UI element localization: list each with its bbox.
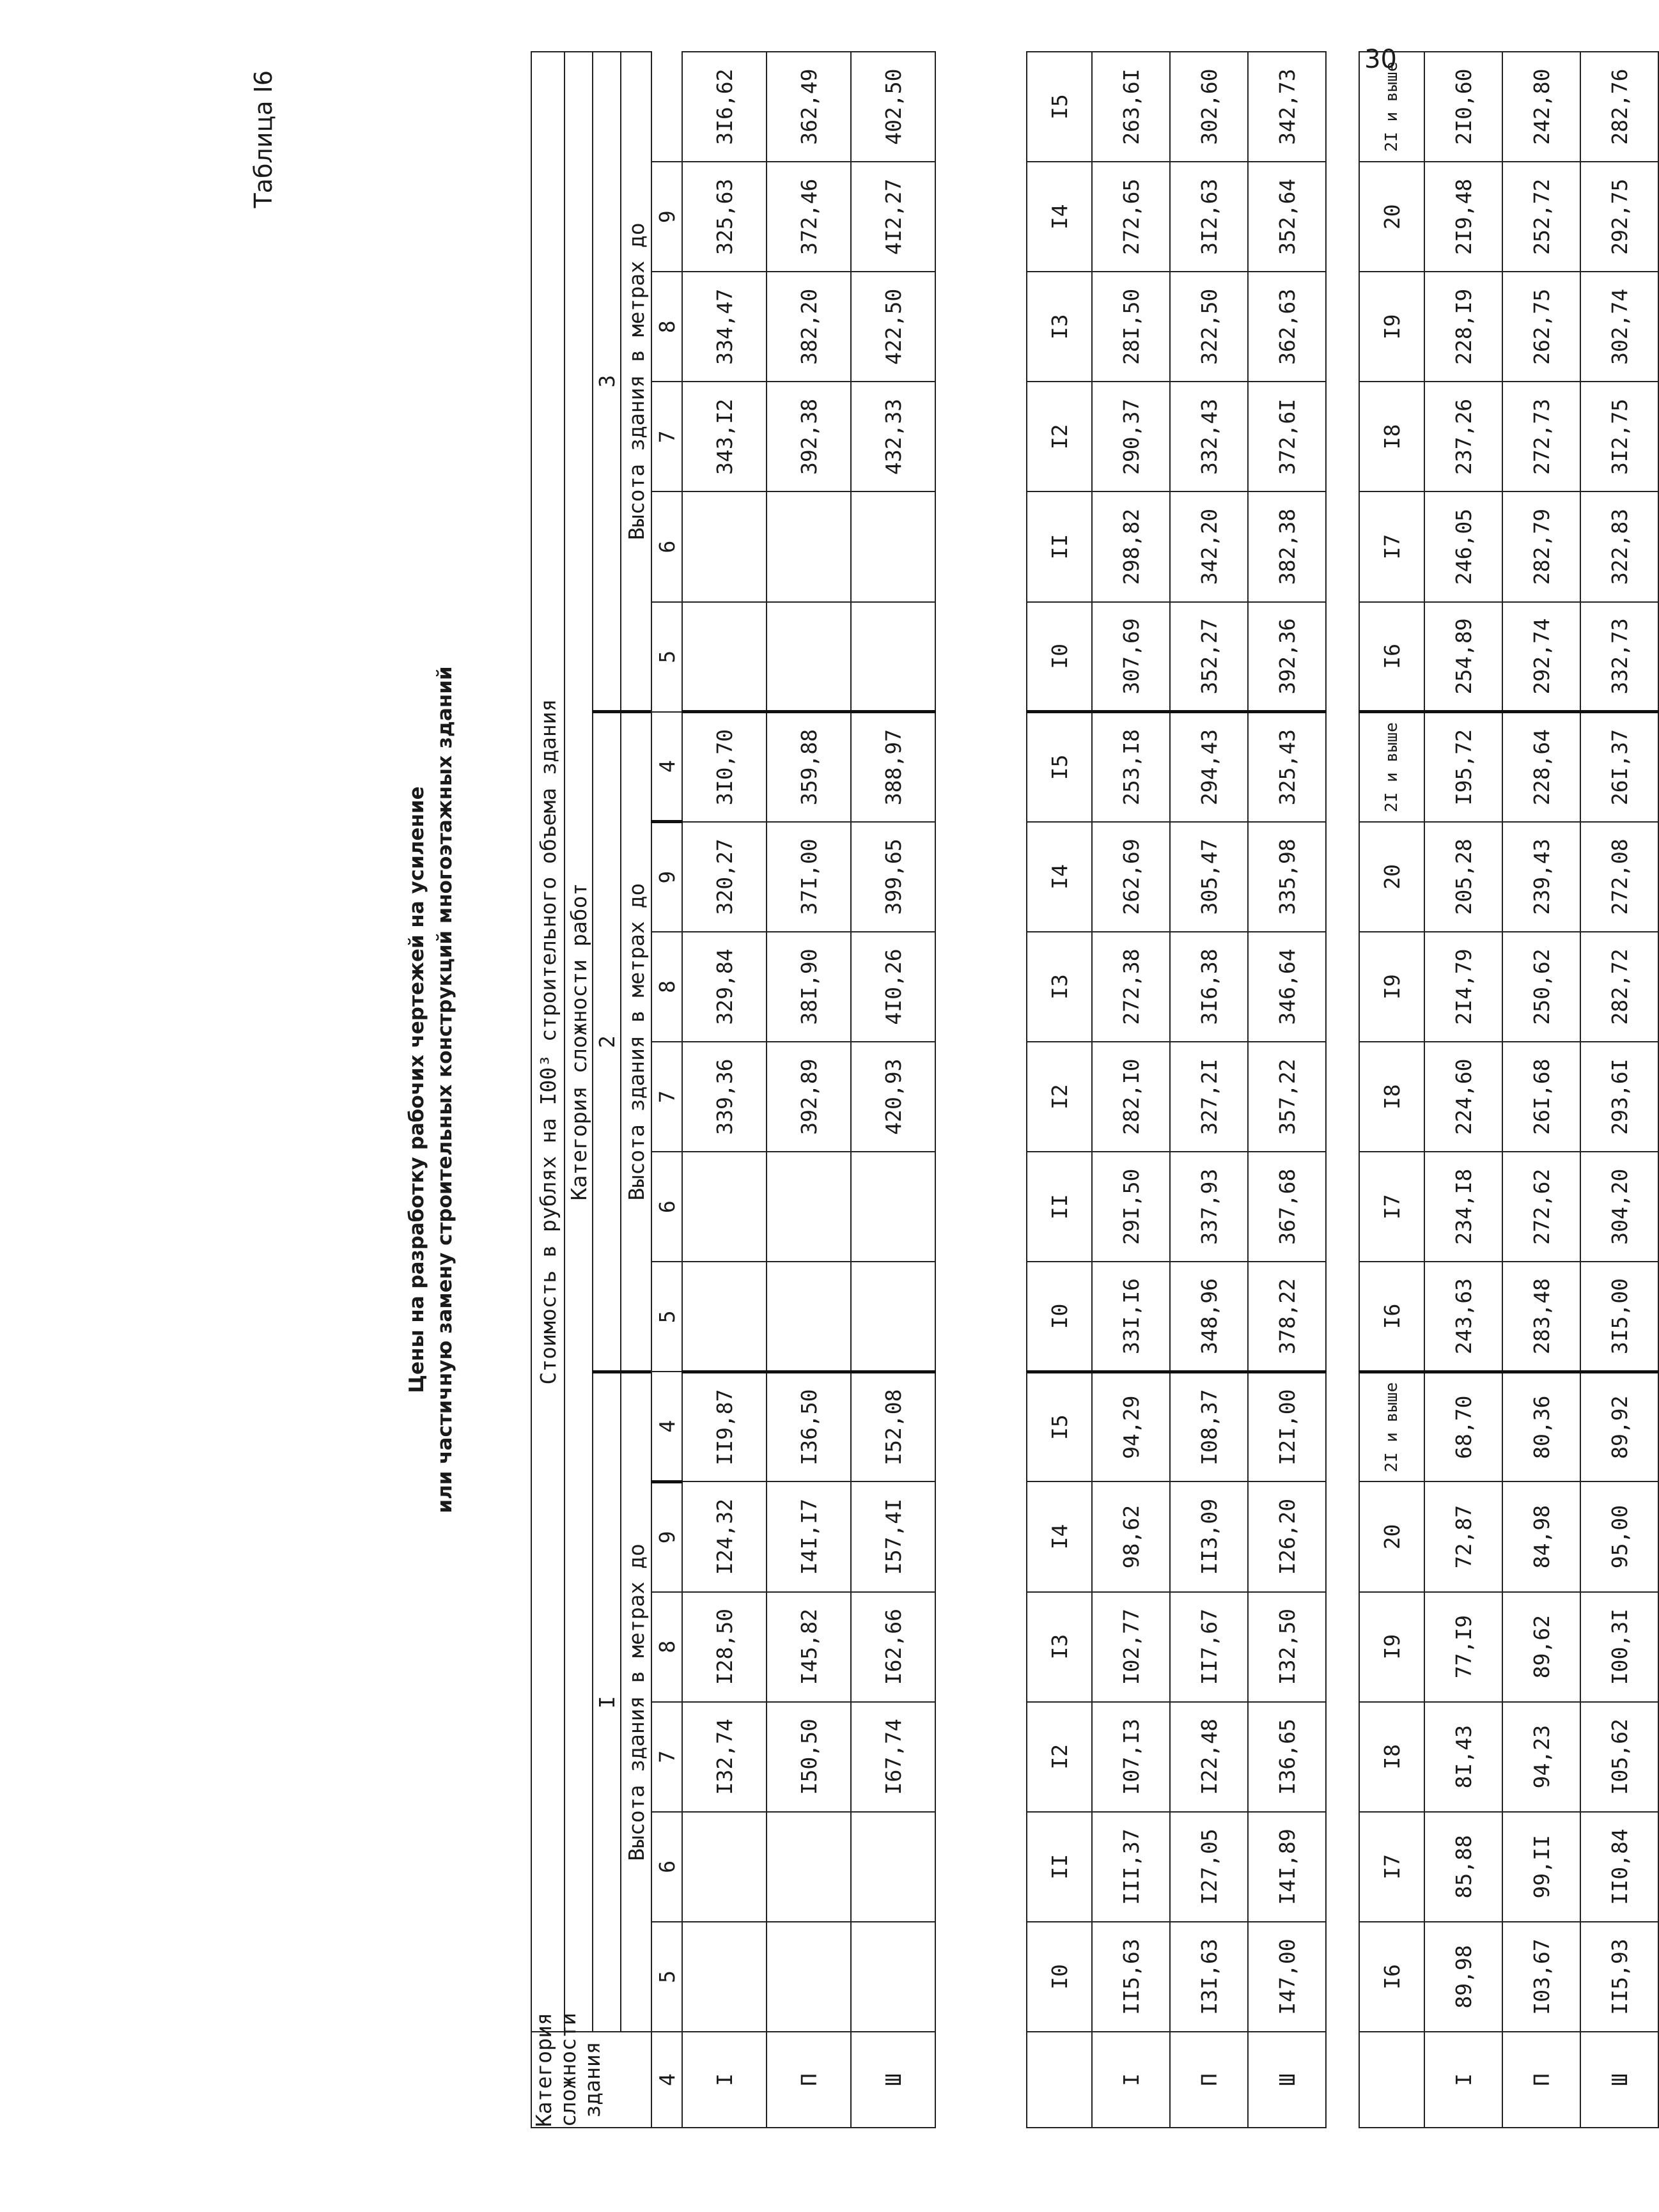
height-label: Высота здания в метрах до (621, 1372, 651, 2032)
height-column-header: 6 (651, 1812, 682, 1922)
table-cell: 294,43 (1170, 712, 1248, 822)
table-cell: 94,29 (1092, 1372, 1170, 1481)
table-cell: I47,00 (1248, 1922, 1326, 2032)
table-cell: 335,98 (1248, 822, 1326, 932)
table-cell (851, 1922, 935, 2032)
table-cell (682, 1152, 767, 1262)
table-cell: 77,I9 (1424, 1592, 1502, 1702)
table-cell: 325,63 (682, 162, 767, 272)
table-cell: I22,48 (1170, 1702, 1248, 1812)
table-cell: II9,87 (682, 1372, 767, 1481)
height-column-header: I9 (1359, 272, 1424, 382)
row-category-label: Ш (1580, 2032, 1658, 2128)
table-cell: 322,83 (1580, 491, 1658, 601)
table-cell: 362,49 (767, 52, 851, 162)
row-category-label: I (1092, 2032, 1170, 2128)
table-cell: 38I,90 (767, 932, 851, 1042)
strip-table-2 (1359, 51, 1659, 2128)
table-cell: I05,62 (1580, 1702, 1658, 1812)
table-cell: 263,6I (1092, 52, 1170, 162)
height-column-header: I5 (1027, 712, 1092, 822)
table-cell: I50,50 (767, 1702, 851, 1812)
table-cell: 84,98 (1502, 1481, 1580, 1591)
table-cell: 420,93 (851, 1042, 935, 1152)
height-column-header: I3 (1027, 932, 1092, 1042)
table-cell: 304,20 (1580, 1152, 1658, 1262)
table-cell: 282,72 (1580, 932, 1658, 1042)
table-row (851, 52, 935, 2128)
height-column-header: II (1027, 491, 1092, 601)
table-cell: II5,63 (1092, 1922, 1170, 2032)
table-cell: I00,3I (1580, 1592, 1658, 1702)
height-column-header: I0 (1027, 602, 1092, 712)
group-2-header: 2 (593, 712, 621, 1372)
row-category-label: I (1424, 2032, 1502, 2128)
table-cell: 98,62 (1092, 1481, 1170, 1591)
height-column-header: I9 (1359, 1592, 1424, 1702)
height-column-header: I4 (1027, 1481, 1092, 1591)
table-cell: 2I9,48 (1424, 162, 1502, 272)
table-cell: 94,23 (1502, 1702, 1580, 1812)
height-column-header: I3 (1027, 272, 1092, 382)
table-cell: II0,84 (1580, 1812, 1658, 1922)
table-cell (851, 1262, 935, 1372)
height-column-header: 6 (651, 491, 682, 601)
table-row (1248, 52, 1326, 2128)
table-cell: 89,98 (1424, 1922, 1502, 2032)
table-cell: 3I6,62 (682, 52, 767, 162)
table-cell: 282,79 (1502, 491, 1580, 601)
table-cell: 305,47 (1170, 822, 1248, 932)
table-cell: 292,75 (1580, 162, 1658, 272)
table-cell: 339,36 (682, 1042, 767, 1152)
table-cell: 325,43 (1248, 712, 1326, 822)
table-cell: 26I,37 (1580, 712, 1658, 822)
height-column-header: 5 (651, 1922, 682, 2032)
table-cell (767, 1262, 851, 1372)
table-cell: 322,50 (1170, 272, 1248, 382)
table-cell: 252,72 (1502, 162, 1580, 272)
table-row (682, 52, 767, 2128)
table-cell (767, 1152, 851, 1262)
height-column-header: I9 (1359, 932, 1424, 1042)
table-row (1092, 52, 1170, 2128)
table-cell: 320,27 (682, 822, 767, 932)
table-cell: 205,28 (1424, 822, 1502, 932)
table-cell: 89,62 (1502, 1592, 1580, 1702)
work-category-label: Категория сложности работ (565, 52, 593, 2032)
table-cell: I62,66 (851, 1592, 935, 1702)
height-column-header: I8 (1359, 382, 1424, 491)
height-column-header: I2 (1027, 1042, 1092, 1152)
table-cell: 243,63 (1424, 1262, 1502, 1372)
table-cell: 262,75 (1502, 272, 1580, 382)
table-cell: I36,50 (767, 1372, 851, 1481)
table-cell: 2I4,79 (1424, 932, 1502, 1042)
table-cell: 3I2,63 (1170, 162, 1248, 272)
height-column-header: 9 (651, 1481, 682, 1591)
table-cell: 334,47 (682, 272, 767, 382)
page-number: 30 (1364, 45, 1397, 74)
height-column-header: 20 (1359, 822, 1424, 932)
table-cell: I4I,89 (1248, 1812, 1326, 1922)
row-category-label: П (1502, 2032, 1580, 2128)
table-cell: 228,I9 (1424, 272, 1502, 382)
table-cell: 307,69 (1092, 602, 1170, 712)
table-cell: 402,50 (851, 52, 935, 162)
table-cell: I08,37 (1170, 1372, 1248, 1481)
table-cell: 4I0,26 (851, 932, 935, 1042)
table-cell: 8I,43 (1424, 1702, 1502, 1812)
table-cell: 262,69 (1092, 822, 1170, 932)
height-column-header: 2I и выше (1359, 1372, 1424, 1481)
height-column-header: I5 (1027, 1372, 1092, 1481)
table-cell: 388,97 (851, 712, 935, 822)
table-cell: II3,09 (1170, 1481, 1248, 1591)
table-cell: I24,32 (682, 1481, 767, 1591)
height-column-header: I8 (1359, 1042, 1424, 1152)
table-cell: 342,73 (1248, 52, 1326, 162)
table-cell: 357,22 (1248, 1042, 1326, 1152)
height-column-header: II (1027, 1152, 1092, 1262)
height-column-header: 7 (651, 1042, 682, 1152)
table-cell (851, 491, 935, 601)
main-table (531, 51, 936, 2128)
table-cell: 432,33 (851, 382, 935, 491)
table-cell: 68,70 (1424, 1372, 1502, 1481)
height-column-header: 2I и выше (1359, 712, 1424, 822)
height-column-header: 4 (651, 1372, 682, 1481)
height-column-header: 2I и выше (1359, 52, 1424, 162)
table-cell: 392,89 (767, 1042, 851, 1152)
height-column-header: 7 (651, 1702, 682, 1812)
height-column-header: 9 (651, 822, 682, 932)
table-cell: 250,62 (1502, 932, 1580, 1042)
group-1-header: I (593, 1372, 621, 2032)
height-column-header: 5 (651, 602, 682, 712)
table-cell: 272,38 (1092, 932, 1170, 1042)
table-cell: 282,76 (1580, 52, 1658, 162)
table-cell: 272,73 (1502, 382, 1580, 491)
table-cell: 343,I2 (682, 382, 767, 491)
row-category-label: I (682, 2032, 767, 2128)
table-cell: II5,93 (1580, 1922, 1658, 2032)
title-line-1: Цены на разработку рабочих чертежей на усиление (405, 786, 428, 1393)
table-cell: I57,4I (851, 1481, 935, 1591)
height-column-header: I8 (1359, 1702, 1424, 1812)
table-cell: I52,08 (851, 1372, 935, 1481)
table-cell: 392,38 (767, 382, 851, 491)
height-column-header: 8 (651, 272, 682, 382)
height-column-header: I2 (1027, 382, 1092, 491)
table-cell: 372,6I (1248, 382, 1326, 491)
table-cell: 2I0,60 (1424, 52, 1502, 162)
table-cell: 4I2,27 (851, 162, 935, 272)
table-cell (767, 602, 851, 712)
table-cell: 392,36 (1248, 602, 1326, 712)
table-cell: 272,08 (1580, 822, 1658, 932)
table-cell: 237,26 (1424, 382, 1502, 491)
table-cell: 282,I0 (1092, 1042, 1170, 1152)
height-column-header: I5 (1027, 52, 1092, 162)
table-cell: 3I2,75 (1580, 382, 1658, 491)
table-cell: 348,96 (1170, 1262, 1248, 1372)
height-column-header: I4 (1027, 162, 1092, 272)
row-category-label: П (1170, 2032, 1248, 2128)
table-cell: 378,22 (1248, 1262, 1326, 1372)
table-cell: 342,20 (1170, 491, 1248, 601)
table-cell: 352,27 (1170, 602, 1248, 712)
table-cell: I27,05 (1170, 1812, 1248, 1922)
strip-header-row (1027, 52, 1092, 2128)
table-cell: 85,88 (1424, 1812, 1502, 1922)
strip-stub-header (1359, 2032, 1424, 2128)
height-column-header: II (1027, 1812, 1092, 1922)
table-cell: 346,64 (1248, 932, 1326, 1042)
table-cell: 228,64 (1502, 712, 1580, 822)
height-column-header: I7 (1359, 1152, 1424, 1262)
table-cell: 29I,50 (1092, 1152, 1170, 1262)
document-title (403, 51, 459, 2128)
table-cell: 254,89 (1424, 602, 1502, 712)
table-cell: I3I,63 (1170, 1922, 1248, 2032)
height-column-header: I3 (1027, 1592, 1092, 1702)
row-category-label: Ш (1248, 2032, 1326, 2128)
stub-header: Категория сложности здания (531, 2032, 651, 2128)
table-cell: 253,I8 (1092, 712, 1170, 822)
table-cell: 302,60 (1170, 52, 1248, 162)
table-cell: I36,65 (1248, 1702, 1326, 1812)
table-cell: 367,68 (1248, 1152, 1326, 1262)
table-cell: 3I0,70 (682, 712, 767, 822)
table-cell: 298,82 (1092, 491, 1170, 601)
strip-header-row (1359, 52, 1424, 2128)
table-cell: 372,46 (767, 162, 851, 272)
table-cell: 224,60 (1424, 1042, 1502, 1152)
table-cell: 28I,50 (1092, 272, 1170, 382)
table-cell: 33I,I6 (1092, 1262, 1170, 1372)
row-category-label: Ш (851, 2032, 935, 2128)
height-column-header: I0 (1027, 1922, 1092, 2032)
table-cell: 89,92 (1580, 1372, 1658, 1481)
table-cell: II7,67 (1170, 1592, 1248, 1702)
table-row (1502, 52, 1580, 2128)
table-cell: I28,50 (682, 1592, 767, 1702)
table-cell: 290,37 (1092, 382, 1170, 491)
height-column-header: I6 (1359, 602, 1424, 712)
table-cell: I2I,00 (1248, 1372, 1326, 1481)
table-cell: 337,93 (1170, 1152, 1248, 1262)
height-column-header: I7 (1359, 1812, 1424, 1922)
table-cell: I67,74 (851, 1702, 935, 1812)
height-column-header: I7 (1359, 491, 1424, 601)
height-column-header: 20 (1359, 162, 1424, 272)
height-column-header: 4 (651, 712, 682, 822)
table-cell: 234,I8 (1424, 1152, 1502, 1262)
table-cell: I95,72 (1424, 712, 1502, 822)
rotated-document (237, 19, 1643, 2128)
table-cell: 3I5,00 (1580, 1262, 1658, 1372)
table-cell (767, 491, 851, 601)
table-cell: 239,43 (1502, 822, 1580, 932)
table-cell (682, 1922, 767, 2032)
table-cell: 422,50 (851, 272, 935, 382)
table-cell: 292,74 (1502, 602, 1580, 712)
table-cell: 272,65 (1092, 162, 1170, 272)
height-column-header: 20 (1359, 1481, 1424, 1591)
table-row (1170, 52, 1248, 2128)
table-cell: 399,65 (851, 822, 935, 932)
height-column-header: 9 (651, 162, 682, 272)
table-row (1424, 52, 1502, 2128)
table-cell: 99,II (1502, 1812, 1580, 1922)
table-label: Таблица I6 (249, 70, 277, 208)
height-column-header: I4 (1027, 822, 1092, 932)
strip-table-1 (1026, 51, 1327, 2128)
table-cell (682, 602, 767, 712)
table-cell: 382,20 (767, 272, 851, 382)
table-cell: 302,74 (1580, 272, 1658, 382)
table-cell: 359,88 (767, 712, 851, 822)
table-cell: 246,05 (1424, 491, 1502, 601)
table-cell (682, 491, 767, 601)
strip-stub-header (1027, 2032, 1092, 2128)
table-cell (682, 1812, 767, 1922)
table-cell: I03,67 (1502, 1922, 1580, 2032)
table-cell (851, 602, 935, 712)
table-cell: 332,73 (1580, 602, 1658, 712)
table-row (767, 52, 851, 2128)
table-cell: I26,20 (1248, 1481, 1326, 1591)
height-column-header: 6 (651, 1152, 682, 1262)
height-column-header: 8 (651, 1592, 682, 1702)
height-column-header: I2 (1027, 1702, 1092, 1812)
table-cell: 332,43 (1170, 382, 1248, 491)
table-cell (767, 1922, 851, 2032)
table-cell: 382,38 (1248, 491, 1326, 601)
table-cell: 283,48 (1502, 1262, 1580, 1372)
table-cell: 327,2I (1170, 1042, 1248, 1152)
height-column-header: 5 (651, 1262, 682, 1372)
table-cell: I07,I3 (1092, 1702, 1170, 1812)
table-cell: 26I,68 (1502, 1042, 1580, 1152)
table-cell: 37I,00 (767, 822, 851, 932)
table-cell (851, 1152, 935, 1262)
title-line-2: или частичную замену строительных конструкций многоэтажных зданий (433, 666, 456, 1513)
table-cell: 242,80 (1502, 52, 1580, 162)
height-label: Высота здания в метрах до (621, 712, 651, 1372)
height-column-header: I0 (1027, 1262, 1092, 1372)
table-cell (767, 1812, 851, 1922)
table-cell: 3I6,38 (1170, 932, 1248, 1042)
table-cell: 362,63 (1248, 272, 1326, 382)
cost-caption: Стоимость в рублях на I00³ строительного объема здания (531, 52, 565, 2032)
table-cell: 329,84 (682, 932, 767, 1042)
table-cell: 352,64 (1248, 162, 1326, 272)
table-cell: 80,36 (1502, 1372, 1580, 1481)
table-cell: 95,00 (1580, 1481, 1658, 1591)
table-cell: I45,82 (767, 1592, 851, 1702)
group-3-header: 3 (593, 52, 621, 712)
table-cell (682, 1262, 767, 1372)
table-cell: I32,50 (1248, 1592, 1326, 1702)
table-cell: I02,77 (1092, 1592, 1170, 1702)
table-cell: III,37 (1092, 1812, 1170, 1922)
table-cell: I32,74 (682, 1702, 767, 1812)
table-row (1580, 52, 1658, 2128)
table-cell (851, 1812, 935, 1922)
height-column-header: I6 (1359, 1262, 1424, 1372)
table-cell: I4I,I7 (767, 1481, 851, 1591)
height-column-header: I6 (1359, 1922, 1424, 2032)
row-category-label: П (767, 2032, 851, 2128)
height-column-header: 8 (651, 932, 682, 1042)
height-label: Высота здания в метрах до (621, 52, 651, 712)
height-column-header: 4 (651, 2032, 682, 2128)
height-column-header: 7 (651, 382, 682, 491)
table-cell: 293,6I (1580, 1042, 1658, 1152)
table-cell: 272,62 (1502, 1152, 1580, 1262)
table-cell: 72,87 (1424, 1481, 1502, 1591)
